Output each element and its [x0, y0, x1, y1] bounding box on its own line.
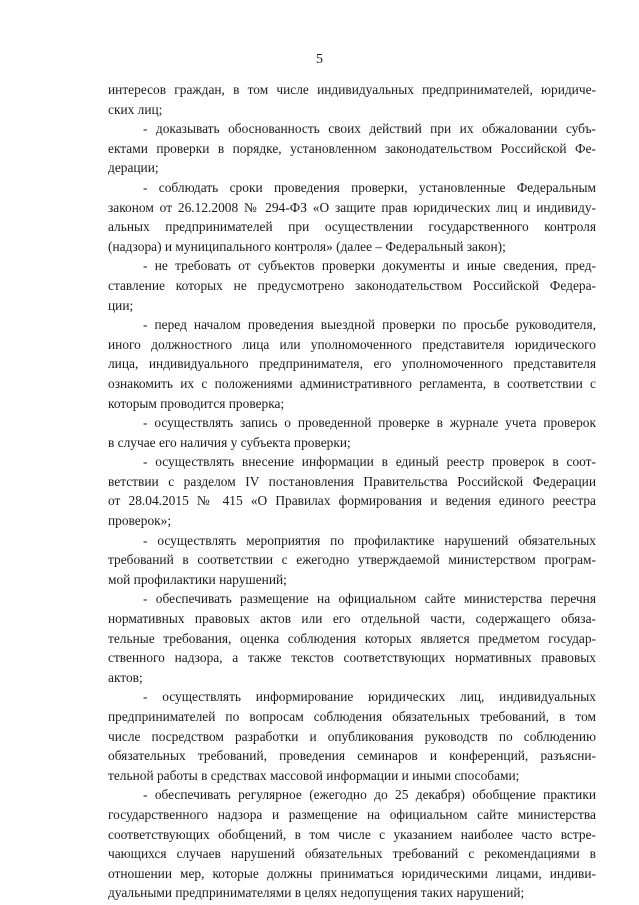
text-line: ветствии с разделом IV постановления Правительства Российской Федерации: [108, 473, 596, 489]
paragraph-first-line: - обеспечивать размещение на официальном сайте министерства перечня: [143, 591, 596, 607]
text-line: дерации;: [108, 160, 159, 176]
paragraph-first-line: - осуществлять внесение информации в единый реестр проверок в соот-: [143, 454, 596, 470]
text-line: ственного надзора, а также текстов соответствующих нормативных правовых: [108, 650, 596, 666]
paragraph-first-line: - осуществлять запись о проведенной проверке в журнале учета проверок: [143, 415, 596, 431]
text-line: обязательных требований, проведения семинаров и конференций, разъясни-: [108, 748, 596, 764]
paragraph-first-line: - соблюдать сроки проведения проверки, установленные Федеральным: [143, 179, 596, 195]
text-line: (надзора) и муниципального контроля» (далее – Федеральный закон);: [108, 238, 506, 254]
text-line: мой профилактики нарушений;: [108, 571, 287, 587]
text-line: требований в соответствии с ежегодно утверждаемой министерством програм-: [108, 552, 596, 568]
text-line: ских лиц;: [108, 101, 163, 117]
text-line: в случае его наличия у субъекта проверки;: [108, 434, 351, 450]
text-line: проверок»;: [108, 513, 172, 529]
text-line: чающихся случаев нарушений обязательных требований с рекомендациями в: [108, 846, 596, 862]
paragraph-first-line: - перед началом проведения выездной проверки по просьбе руководителя,: [143, 317, 596, 333]
text-line: тельной работы в средствах массовой информации и иными способами;: [108, 767, 520, 783]
paragraph-first-line: - осуществлять информирование юридических лиц, индивидуальных: [143, 689, 596, 705]
text-line: отношении мер, которые должны приниматься юридическими лицами, индиви-: [108, 865, 596, 881]
text-line: интересов граждан, в том числе индивидуальных предпринимателей, юридиче-: [108, 82, 596, 97]
text-line: лица, индивидуального предпринимателя, его уполномоченного представителя: [108, 356, 596, 372]
page-number: 5: [316, 52, 323, 67]
text-line: числе посредством разработки и опубликования руководств по соблюдению: [108, 728, 596, 744]
text-line: которым проводится проверка;: [108, 395, 285, 411]
text-line: нормативных правовых актов или его отдельной части, содержащего обяза-: [108, 611, 596, 627]
text-line: тельные требования, оценка соблюдения которых является предметом государ-: [108, 630, 596, 646]
paragraph-first-line: - не требовать от субъектов проверки документы и иные сведения, пред-: [143, 258, 596, 274]
text-line: законом от 26.12.2008 № 294-ФЗ «О защите прав юридических лиц и индивиду-: [108, 199, 596, 215]
text-line: ознакомить их с положениями административного регламента, в соответствии с: [108, 375, 596, 391]
paragraph-first-line: - доказывать обоснованность своих действий при их обжаловании субъ-: [143, 121, 596, 137]
text-line: дуальными предпринимателями в целях недопущения таких нарушений;: [108, 885, 525, 901]
document-body: [108, 80, 596, 903]
text-line: от 28.04.2015 № 415 «О Правилах формирования и ведения единого реестра: [108, 493, 596, 509]
text-line: соответствующих обобщений, в том числе с указанием наиболее часто встре-: [108, 826, 596, 842]
text-line: актов;: [108, 669, 143, 685]
text-line: альных предпринимателей при осуществлении государственного контроля: [108, 219, 596, 235]
text-line: ектами проверки в порядке, установленном законодательством Российской Фе-: [108, 140, 596, 156]
paragraph-first-line: - осуществлять мероприятия по профилактике нарушений обязательных: [143, 532, 596, 548]
text-line: ставление которых не предусмотрено законодательством Российской Федера-: [108, 277, 596, 293]
paragraph-first-line: - обеспечивать регулярное (ежегодно до 25 декабря) обобщение практики: [143, 787, 596, 803]
text-line: государственного надзора и размещение на официальном сайте министерства: [108, 806, 596, 822]
text-line: предпринимателей по вопросам соблюдения обязательных требований, в том: [108, 709, 596, 724]
text-line: ции;: [108, 297, 134, 313]
text-line: иного должностного лица или уполномоченного представителя юридического: [108, 336, 596, 352]
